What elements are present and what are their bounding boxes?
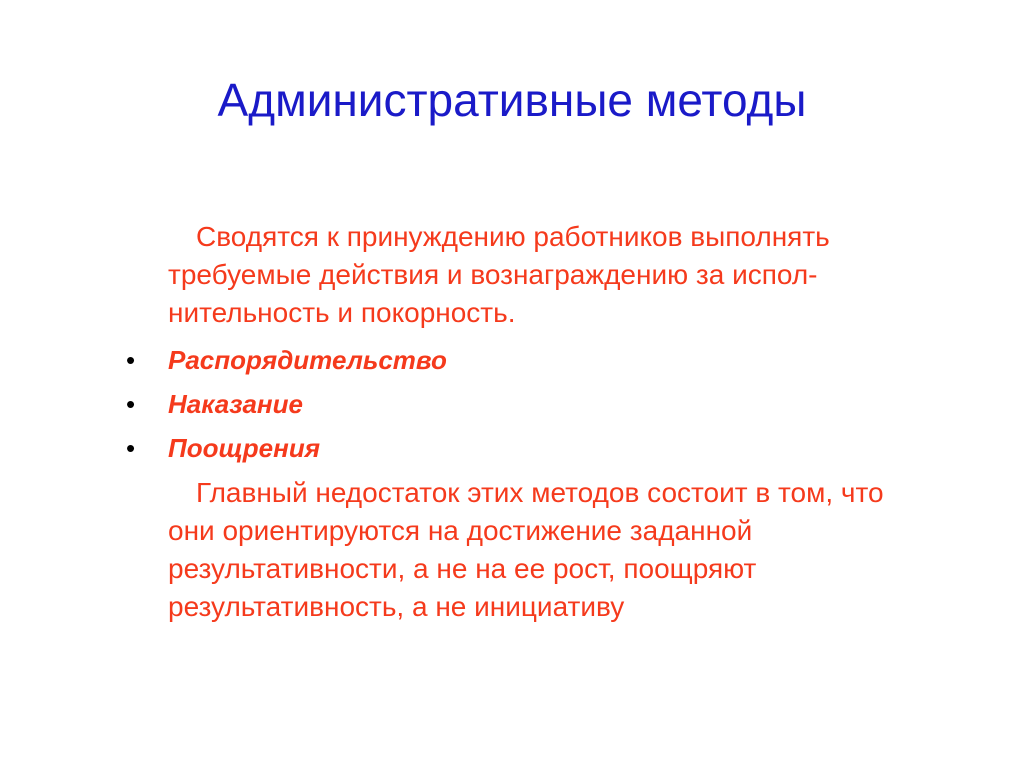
slide-body (126, 218, 928, 626)
bullet-icon: • (126, 433, 136, 463)
bullet-label: Наказание (168, 389, 303, 419)
bullet-item-punishment (126, 382, 928, 426)
bullet-icon: • (126, 345, 136, 375)
bullet-list (126, 338, 928, 470)
bullet-label: Поощрения (168, 433, 321, 463)
bullet-item-rewards (126, 426, 928, 470)
conclusion-paragraph: Главный недостаток этих методов состоит в том, что они ориентируются на достижение заданной результативности, а не на ее рост, поощряют результативность, а не инициативу (168, 477, 884, 622)
bullet-item-directive (126, 338, 928, 382)
slide-title: Административные методы (217, 74, 807, 126)
intro-paragraph: Сводятся к принуждению работников выполнять требуемые действия и вознаграждению за испол-нительность и покорность. (168, 221, 830, 328)
bullet-icon: • (126, 389, 136, 419)
bullet-label: Распорядительство (168, 345, 447, 375)
